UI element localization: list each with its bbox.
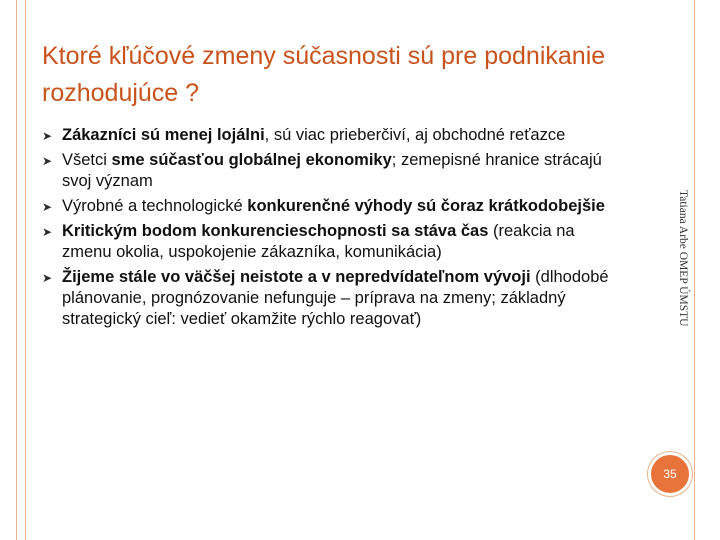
bullet-item-1 [42, 125, 627, 146]
bold-text-run: Zákazníci sú menej lojálni [62, 126, 265, 144]
bullet-item-3 [42, 196, 627, 217]
bold-text-run: sme súčasťou globálnej ekonomiky [111, 151, 392, 169]
arrowhead-bullet-icon: ➤ [42, 154, 53, 168]
page-number-badge [648, 452, 692, 496]
bullet-item-2 [42, 150, 627, 192]
text-run: ; zemepisné hranice strácajú svoj význam [62, 151, 602, 190]
text-run: , sú viac prieberčiví, aj obchodné reťazce [264, 126, 566, 144]
text-run: Výrobné a technologické [62, 197, 248, 215]
bullet-text-2 [62, 151, 602, 190]
bold-text-run: Žijeme stále vo väčšej neistote a v nepredvídateľnom vývoji [62, 268, 531, 286]
text-run: (dlhodobé plánovanie, prognózovanie nefunguje – príprava na zmeny; základný strategický cieľ: vedieť okamžite rýchlo reagovať) [62, 268, 609, 328]
text-run: Všetci [62, 151, 112, 169]
bullet-text-4 [62, 222, 575, 261]
arrowhead-bullet-icon: ➤ [42, 129, 53, 143]
text-run: (reakcia na zmenu okolia, uspokojenie zákazníka, komunikácia) [62, 222, 575, 261]
arrowhead-bullet-icon: ➤ [42, 271, 53, 285]
bullet-text-3 [62, 197, 605, 215]
bullet-list [42, 125, 627, 334]
arrowhead-bullet-icon: ➤ [42, 225, 53, 239]
bullet-item-4 [42, 221, 627, 263]
left-decor-line-inner [25, 0, 26, 540]
author-footer-vertical: Tatiana Arbe OMEP ÚMSTU [677, 190, 689, 327]
page-number: 35 [663, 467, 677, 481]
arrowhead-bullet-icon: ➤ [42, 200, 53, 214]
bullet-text-5 [62, 268, 609, 328]
right-decor-line [694, 0, 695, 540]
bullet-text-1 [62, 126, 565, 144]
bold-text-run: Kritickým bodom konkurencieschopnosti sa stáva čas [62, 222, 489, 240]
bullet-item-5 [42, 267, 627, 330]
left-decor-line-outer [16, 0, 17, 540]
bold-text-run: konkurenčné výhody sú čoraz krátkodobejšie [247, 197, 605, 215]
slide-title: Ktoré kľúčové zmeny súčasnosti sú pre podnikanie rozhodujúce ? [42, 42, 606, 107]
